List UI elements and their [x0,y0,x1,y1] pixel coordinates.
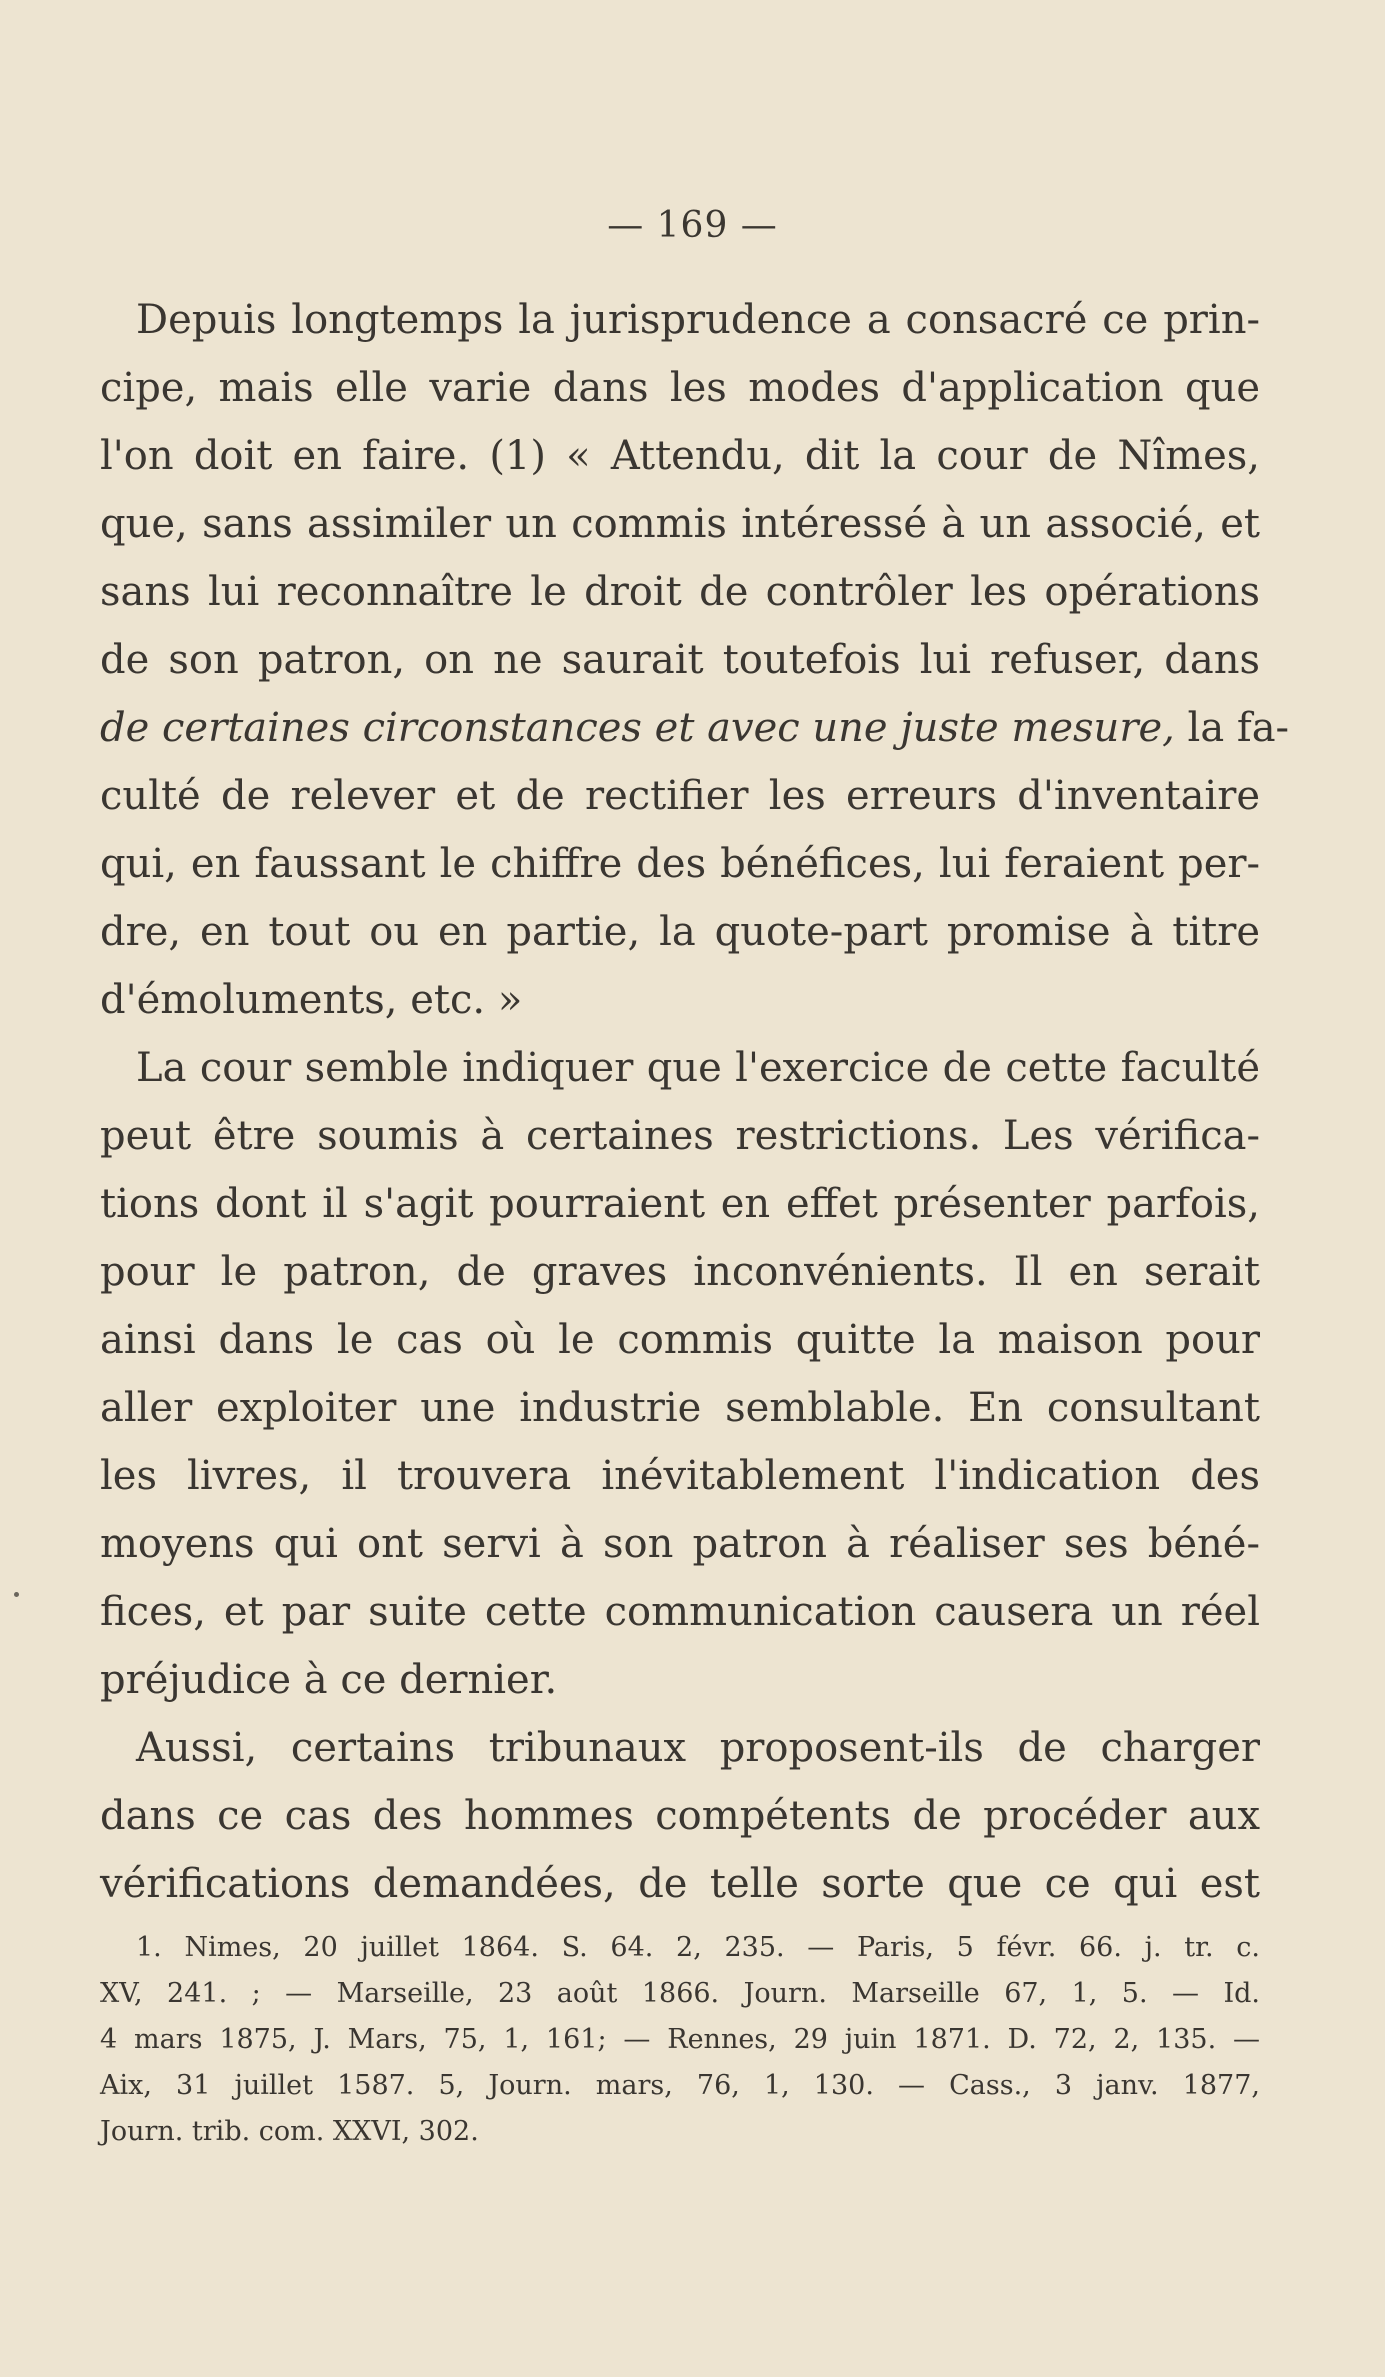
text-line: dans ce cas des hommes compétents de procéder aux [100,1793,1260,1839]
text-line: culté de relever et de rectifier les erreurs d'inventaire [100,773,1260,819]
text-line: Depuis longtemps la jurisprudence a consacré ce prin- [136,297,1260,343]
text-line: l'on doit en faire. (1) « Attendu, dit la cour de Nîmes, [100,433,1260,479]
text-line: moyens qui ont servi à son patron à réaliser ses béné- [100,1521,1260,1567]
footnote-line: 4 mars 1875, J. Mars, 75, 1, 161; — Rennes, 29 juin 1871. D. 72, 2, 135. — [100,2024,1260,2055]
text-line: cipe, mais elle varie dans les modes d'application que [100,365,1260,411]
text-line: peut être soumis à certaines restrictions. Les vérifica- [100,1113,1260,1159]
text-line: de son patron, on ne saurait toutefois lui refuser, dans [100,637,1260,683]
text-line: sans lui reconnaître le droit de contrôler les opérations [100,569,1260,615]
text-line: d'émoluments, etc. » [100,977,523,1023]
text-line: les livres, il trouvera inévitablement l'indication des [100,1453,1260,1499]
text-line-mixed [100,694,1290,762]
text-line: La cour semble indiquer que l'exercice de cette faculté [136,1045,1260,1091]
margin-dot [14,1592,19,1597]
footnote-line: Journ. trib. com. XXVI, 302. [100,2116,479,2147]
footnote-line: 1. Nimes, 20 juillet 1864. S. 64. 2, 235. — Paris, 5 févr. 66. j. tr. c. [136,1932,1260,1963]
text-line: aller exploiter une industrie semblable. En consultant [100,1385,1260,1431]
text-line: qui, en faussant le chiffre des bénéfices, lui feraient per- [100,841,1260,887]
page-number: — 169 — [607,205,778,246]
text-line: que, sans assimiler un commis intéressé à un associé, et [100,501,1260,547]
text-line: pour le patron, de graves inconvénients. Il en serait [100,1249,1260,1295]
text-line: ainsi dans le cas où le commis quitte la maison pour [100,1317,1260,1363]
text-line: vérifications demandées, de telle sorte que ce qui est [100,1861,1260,1907]
text-line: Aussi, certains tribunaux proposent-ils de charger [136,1725,1260,1771]
footnote-line: XV, 241. ; — Marseille, 23 août 1866. Journ. Marseille 67, 1, 5. — Id. [100,1978,1260,2009]
footnote-line: Aix, 31 juillet 1587. 5, Journ. mars, 76, 1, 130. — Cass., 3 janv. 1877, [100,2070,1260,2101]
text-line: dre, en tout ou en partie, la quote-part promise à titre [100,909,1260,955]
text-line: tions dont il s'agit pourraient en effet présenter parfois, [100,1181,1260,1227]
text-line: préjudice à ce dernier. [100,1657,558,1703]
text-fragment: la fa- [1174,705,1290,751]
italic-phrase: de certaines circonstances et avec une juste mesure, [100,705,1175,751]
text-line: fices, et par suite cette communication causera un réel [100,1589,1260,1635]
body-text [100,286,1290,1918]
footnotes [100,1925,1260,2155]
